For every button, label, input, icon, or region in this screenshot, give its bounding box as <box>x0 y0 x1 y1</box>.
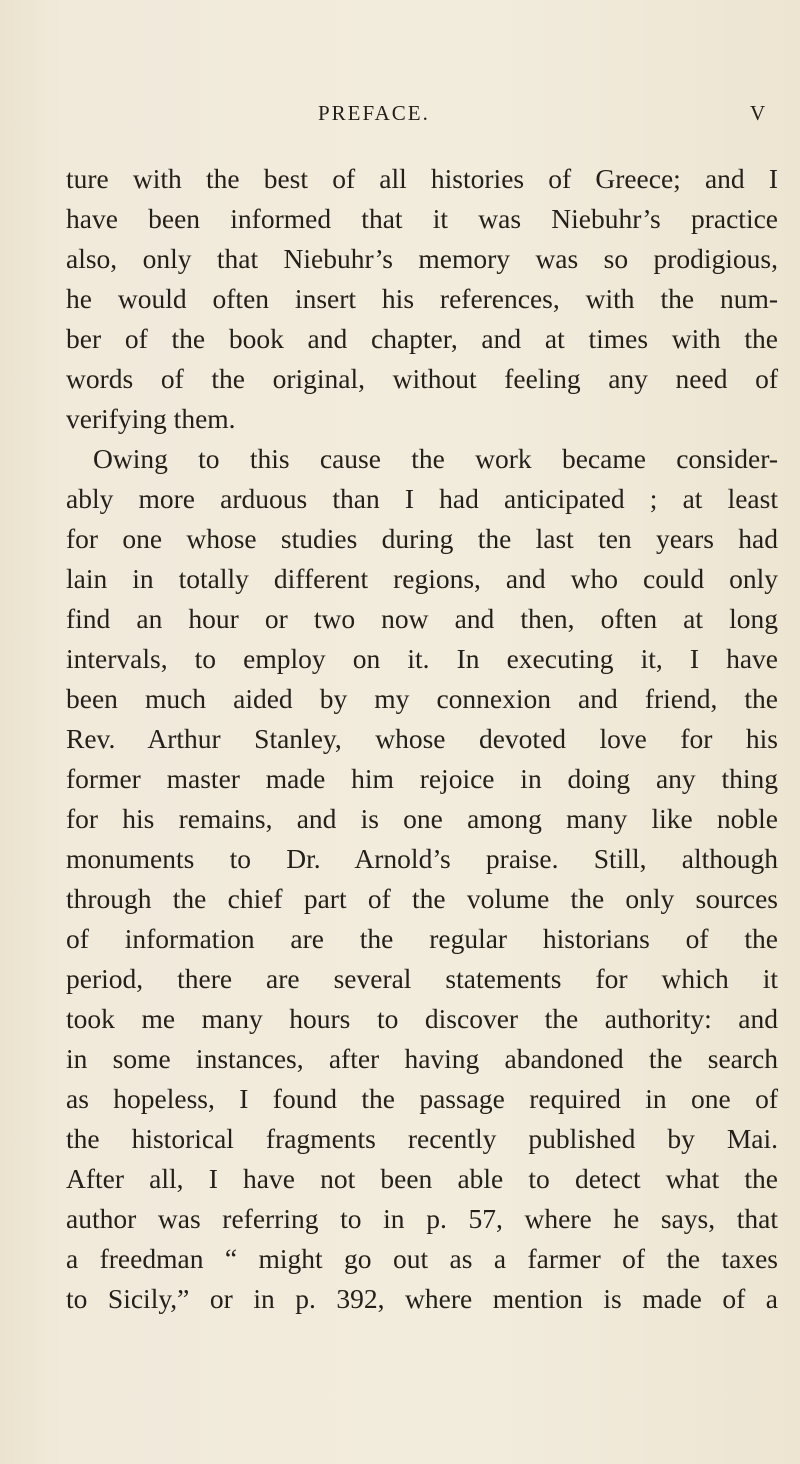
text-line: monuments to Dr. Arnold’s praise. Still, although <box>66 843 778 874</box>
text-line: Rev. Arthur Stanley, whose devoted love for his <box>66 723 778 754</box>
text-line: lain in totally different regions, and who could only <box>66 563 778 594</box>
text-line: ber of the book and chapter, and at times with the <box>66 323 778 354</box>
text-line: After all, I have not been able to detect what the <box>66 1163 778 1194</box>
text-line: for one whose studies during the last ten years had <box>66 523 778 554</box>
text-line: author was referring to in p. 57, where he says, that <box>66 1203 778 1234</box>
text-line: a freedman “ might go out as a farmer of the taxes <box>66 1243 778 1274</box>
text-line: words of the original, without feeling any need of <box>66 363 778 394</box>
paragraph-start-line: Owing to this cause the work became consider- <box>93 443 778 474</box>
running-head-title: PREFACE. <box>318 101 430 125</box>
text-line: in some instances, after having abandoned the search <box>66 1043 778 1074</box>
body-text <box>66 159 778 1319</box>
text-line: for his remains, and is one among many like noble <box>66 803 778 834</box>
text-line: he would often insert his references, with the num- <box>66 283 778 314</box>
text-line: to Sicily,” or in p. 392, where mention is made of a <box>66 1283 778 1314</box>
text-line: the historical fragments recently published by Mai. <box>66 1123 778 1154</box>
text-line: through the chief part of the volume the only sources <box>66 883 778 914</box>
page-number: V <box>750 101 766 125</box>
text-line: of information are the regular historians of the <box>66 923 778 954</box>
text-line: have been informed that it was Niebuhr’s practice <box>66 203 778 234</box>
text-line: also, only that Niebuhr’s memory was so prodigious, <box>66 243 778 274</box>
text-line: ture with the best of all histories of Greece; and I <box>66 163 778 194</box>
text-line: find an hour or two now and then, often at long <box>66 603 778 634</box>
running-head <box>0 98 800 128</box>
text-line: as hopeless, I found the passage required in one of <box>66 1083 778 1114</box>
text-line: been much aided by my connexion and friend, the <box>66 683 778 714</box>
text-line: former master made him rejoice in doing any thing <box>66 763 778 794</box>
text-line: took me many hours to discover the authority: and <box>66 1003 778 1034</box>
text-line: ably more arduous than I had anticipated ; at least <box>66 483 778 514</box>
text-line: intervals, to employ on it. In executing it, I have <box>66 643 778 674</box>
paragraph-end-line: verifying them. <box>66 403 236 434</box>
text-line: period, there are several statements for which it <box>66 963 778 994</box>
